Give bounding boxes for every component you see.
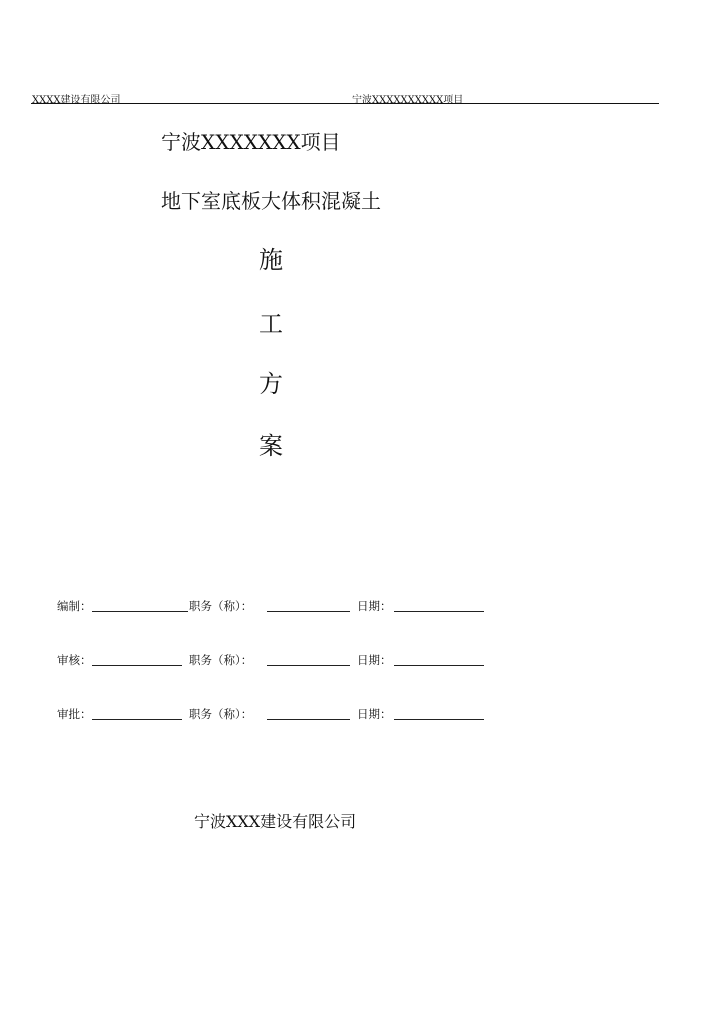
approved-position-label: 职务（称）： — [189, 707, 253, 721]
prepared-date-label: 日期： — [357, 599, 392, 613]
approved-position-line — [267, 719, 350, 720]
approved-date-label: 日期： — [357, 707, 392, 721]
title-char-1: 施 — [259, 246, 283, 274]
prepared-position-label: 职务（称）： — [189, 599, 253, 613]
approved-date-line — [394, 719, 484, 720]
project-title: 宁波XXXXXXX项目 — [161, 130, 341, 154]
prepared-name-line — [92, 611, 188, 612]
title-char-4: 案 — [259, 432, 283, 460]
prepared-date-line — [394, 611, 484, 612]
title-char-3: 方 — [259, 370, 283, 398]
reviewed-position-label: 职务（称）： — [189, 653, 253, 667]
title-char-2: 工 — [259, 310, 283, 338]
header-project: 宁波XXXXXXXXXX项目 — [352, 95, 464, 106]
approved-name-line — [92, 719, 182, 720]
header-rule — [31, 103, 659, 104]
footer-company: 宁波XXX建设有限公司 — [194, 812, 357, 831]
prepared-position-line — [267, 611, 350, 612]
reviewed-date-label: 日期： — [357, 653, 392, 667]
reviewed-name-line — [92, 665, 182, 666]
approved-label: 审批： — [57, 707, 92, 721]
header-company: XXXX建设有限公司 — [32, 95, 121, 106]
prepared-label: 编制： — [57, 599, 92, 613]
reviewed-label: 审核： — [57, 653, 92, 667]
reviewed-date-line — [394, 665, 484, 666]
document-subtitle: 地下室底板大体积混凝土 — [161, 189, 381, 213]
reviewed-position-line — [267, 665, 350, 666]
